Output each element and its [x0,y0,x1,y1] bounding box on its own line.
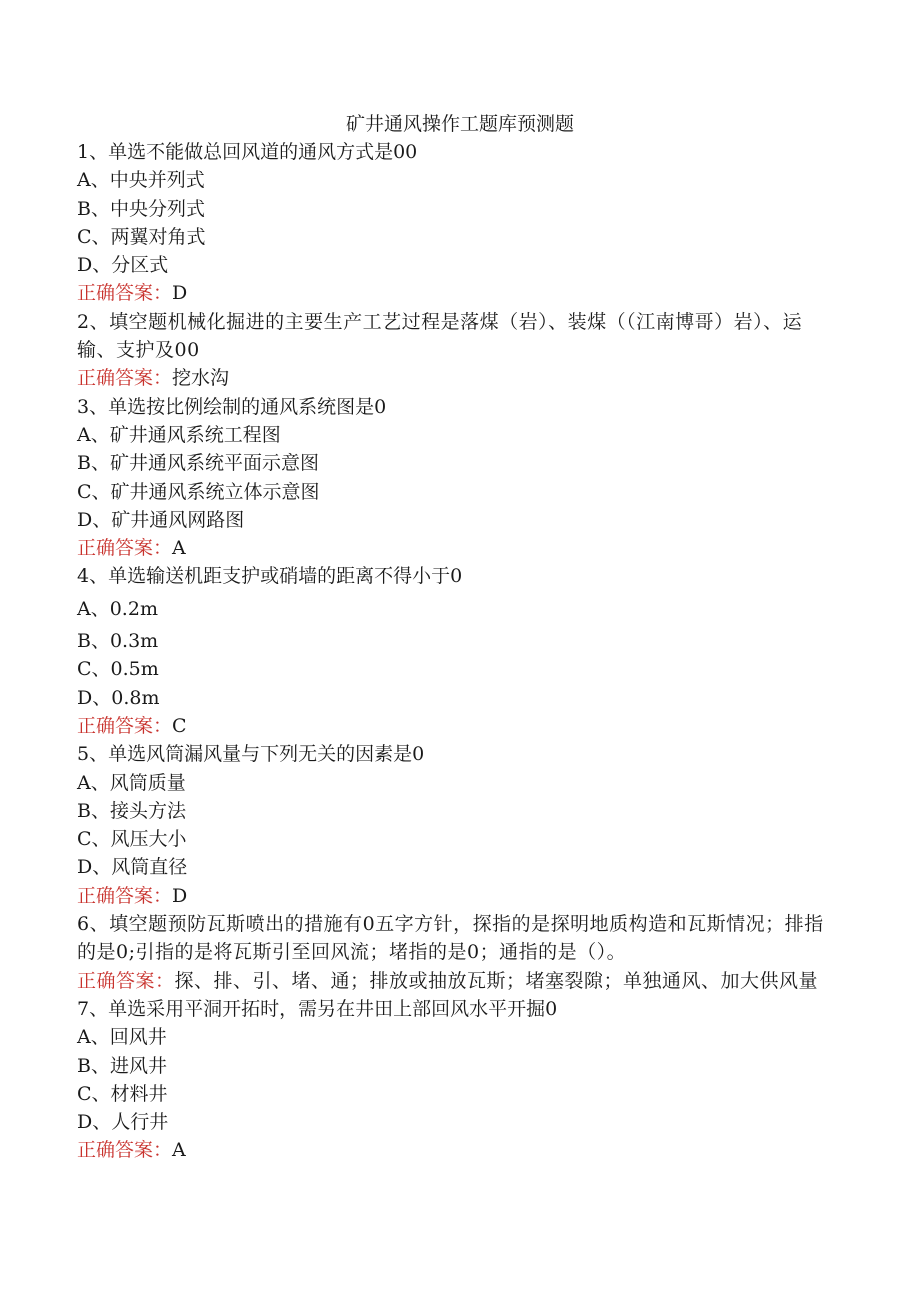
question-1 [77,138,837,308]
option-b: B、进风井 [77,1054,167,1077]
question-stem: 6、填空题预防瓦斯喷出的措施有0五字方针，探指的是探明地质构造和瓦斯情况；排指的是0;引指的是将瓦斯引至回风流；堵指的是0；通指的是（）。 [77,913,824,964]
question-stem: 5、单选风筒漏风量与下列无关的因素是0 [77,743,425,766]
option-c: C、材料井 [77,1082,168,1105]
option-c: C、0.5m [77,658,159,681]
option-b: B、0.3m [77,630,159,653]
answer-label: 正确答案： [77,367,173,390]
option-d: D、矿井通风网路图 [77,508,245,531]
option-b: B、接头方法 [77,799,186,822]
option-c: C、矿井通风系统立体示意图 [77,480,320,503]
question-6 [77,910,837,995]
answer-label: 正确答案： [77,714,173,737]
option-a: A、风筒质量 [77,771,186,794]
answer-value: D [172,282,188,305]
answer-value: A [172,537,186,560]
answer-line [77,967,837,995]
option-a: A、0.2m [77,597,158,620]
question-list [77,138,837,1165]
answer-line [77,882,837,910]
option-b: B、矿井通风系统平面示意图 [77,452,319,475]
option-b: B、中央分列式 [77,197,205,220]
answer-line [77,712,837,740]
question-stem: 2、填空题机械化掘进的主要生产工艺过程是落煤（岩）、装煤（（江南博哥）岩）、运输、支护及00 [77,310,803,362]
option-d: D、0.8m [77,686,160,709]
answer-value: A [172,1139,186,1162]
option-d: D、分区式 [77,254,169,277]
answer-value: 挖水沟 [172,367,230,390]
option-a: A、中央并列式 [77,169,205,192]
option-a: A、回风井 [77,1026,167,1049]
answer-value: 探、排、引、堵、通；排放或抽放瓦斯；堵塞裂隙；单独通风、加大供风量 [174,969,819,992]
answer-label: 正确答案： [77,969,175,992]
answer-line [77,1136,837,1164]
answer-label: 正确答案： [77,282,173,305]
answer-label: 正确答案： [77,884,173,907]
option-d: D、风筒直径 [77,856,188,879]
answer-value: C [172,714,187,737]
answer-value: D [172,884,188,907]
question-5 [77,740,837,910]
question-7 [77,995,837,1165]
question-stem: 7、单选采用平洞开拓时，需另在井田上部回风水平开掘0 [77,997,558,1020]
question-stem: 1、单选不能做总回风道的通风方式是00 [77,141,418,163]
option-c: C、风压大小 [77,828,187,851]
answer-label: 正确答案： [77,1139,173,1162]
option-a: A、矿井通风系统工程图 [77,423,281,446]
question-stem: 4、单选输送机距支护或硝墙的距离不得小于0 [77,565,463,588]
question-2 [77,308,837,393]
answer-line [77,279,837,307]
answer-line [77,364,837,392]
question-4 [77,562,837,740]
option-c: C、两翼对角式 [77,225,206,248]
question-stem: 3、单选按比例绘制的通风系统图是0 [77,395,387,418]
answer-label: 正确答案： [77,537,173,560]
answer-line [77,534,837,562]
option-d: D、人行井 [77,1111,169,1134]
question-3 [77,393,837,563]
document-title: 矿井通风操作工题库预测题 [345,113,574,135]
